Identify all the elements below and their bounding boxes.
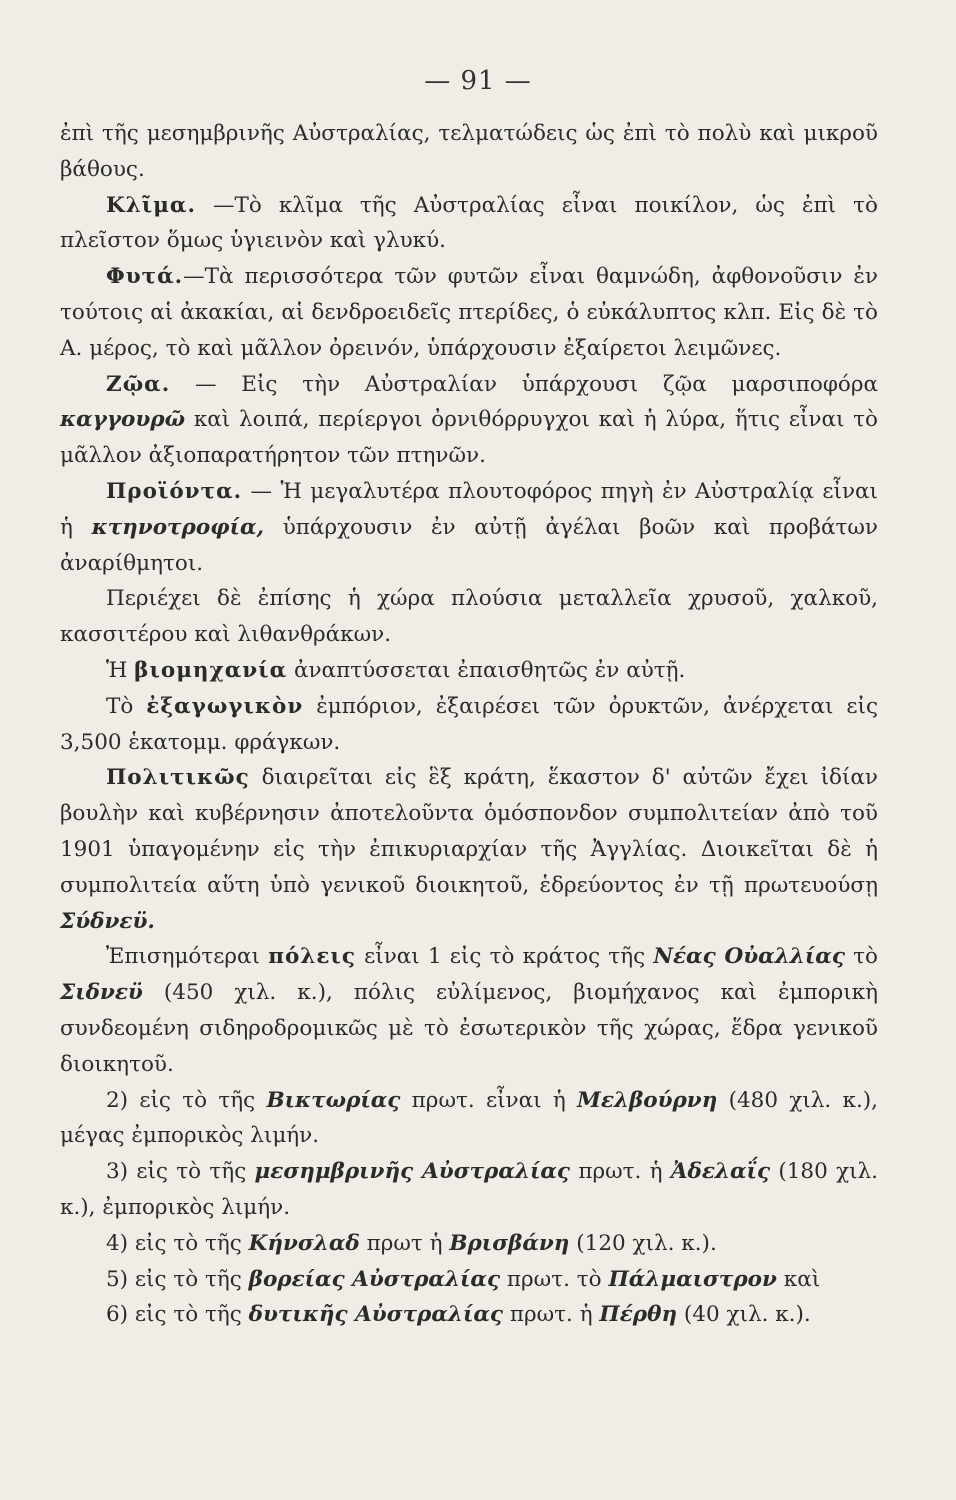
paragraph-cities xyxy=(60,939,878,1082)
list-item-west-australia xyxy=(60,1297,878,1333)
paragraph-text: (180 χιλ. κ.), ἐμπορικὸς λιμήν. xyxy=(60,1159,878,1220)
section-heading-products: Προϊόντα. xyxy=(106,478,243,504)
emphasis-term: δυτικῆς Αὐστραλίας xyxy=(248,1302,503,1328)
emphasis-term: καγγουρῶ xyxy=(60,407,186,433)
paragraph-products xyxy=(60,474,878,581)
emphasis-term: Σιδνεϋ xyxy=(60,980,143,1006)
page-number: — 91 — xyxy=(424,66,532,96)
paragraph-text: καὶ λοιπά, περίεργοι ὀρνιθόρρυγχοι καὶ ἡ λύρα, ἥτις εἶναι τὸ μᾶλλον ἀξιοπαρατήρητον τῶν πτηνῶν. xyxy=(60,407,878,469)
paragraph-text: πρωτ. εἶναι ἡ xyxy=(400,1087,578,1113)
paragraph-text: καὶ xyxy=(776,1266,821,1292)
paragraph-text: (450 χιλ. κ.), πόλις εὐλίμενος, βιομήχανος καὶ ἐμπορικὴ συνδεομένη σιδηροδρομικῶς μὲ τὸ ἐσωτερικὸν τῆς χώρας, ἕδρα γενικοῦ διοικητοῦ. xyxy=(60,980,878,1077)
paragraph-text: ἐμπόριον, ἐξαιρέσει τῶν ὀρυκτῶν, ἀνέρχεται εἰς 3,500 ἑκατομμ. φράγκων. xyxy=(60,693,878,755)
paragraph-text: πρωτ. ἡ xyxy=(503,1302,600,1328)
paragraph-swamps xyxy=(60,116,878,188)
emphasis-term: Κήνσλαδ xyxy=(248,1230,360,1256)
section-heading-plants: Φυτά. xyxy=(106,264,184,290)
emphasis-term: Βρισβάνη xyxy=(449,1230,570,1256)
paragraph-climate xyxy=(60,188,878,260)
emphasis-term: πόλεις xyxy=(268,944,356,970)
paragraph-text: 4) εἰς τὸ τῆς xyxy=(106,1230,249,1256)
list-item-victoria xyxy=(60,1083,878,1155)
emphasis-term: κτηνοτροφία, xyxy=(91,514,265,540)
paragraph-animals xyxy=(60,367,878,474)
paragraph-text: πρωτ ἡ xyxy=(359,1230,450,1256)
emphasis-term: βορείας Αὐστραλίας xyxy=(248,1266,501,1292)
paragraph-text: 3) εἰς τὸ τῆς xyxy=(106,1159,255,1185)
section-heading-climate: Κλῖμα. xyxy=(106,192,196,218)
paragraph-text: (40 χιλ. κ.). xyxy=(677,1302,811,1328)
paragraph-text: διαιρεῖται εἰς ἓξ κράτη, ἕκαστον δ' αὐτῶν ἔχει ἰδίαν βουλὴν καὶ κυβέρνησιν ἀποτελοῦντα ὁμόσπονδον συμπολιτείαν ἀπὸ τοῦ 1901 ὑπαγομένην εἰς τὴν ἐπικυριαρχίαν τῆς Ἀγγλίας. Διοικεῖται δὲ ἡ συμπολιτεία αὕτη ὑπὸ γενικοῦ διοικητοῦ, ἑδρεύοντος ἐν τῇ πρωτευούσῃ xyxy=(60,765,878,898)
emphasis-term: Μελβούρνη xyxy=(577,1087,718,1113)
paragraph-text: ἐπὶ τῆς μεσημβρινῆς Αὐστραλίας, τελματώδεις ὡς ἐπὶ τὸ πολὺ καὶ μικροῦ βάθους. xyxy=(60,121,878,182)
emphasis-term: βιομηχανία xyxy=(134,657,288,683)
paragraph-text: ἀναπτύσσεται ἐπαισθητῶς ἐν αὐτῇ. xyxy=(287,657,686,683)
paragraph-politics xyxy=(60,760,878,939)
list-item-queensland xyxy=(60,1226,878,1262)
section-heading-animals: Ζῷα. xyxy=(106,371,171,397)
paragraph-export xyxy=(60,689,878,761)
paragraph-industry xyxy=(60,653,878,689)
paragraph-minerals xyxy=(60,581,878,653)
paragraph-text: ὑπάρχουσιν ἐν αὐτῇ ἀγέλαι βοῶν καὶ προβάτων ἀναρίθμητοι. xyxy=(60,514,878,576)
paragraph-text: Ἐπισημότεραι xyxy=(106,944,269,970)
paragraph-text: — Εἰς τὴν Αὐστραλίαν ὑπάρχουσι ζῷα μαρσιποφόρα xyxy=(170,371,878,397)
paragraph-text: —Τὸ κλῖμα τῆς Αὐστραλίας εἶναι ποικίλον, ὡς ἐπὶ τὸ πλεῖστον ὅμως ὑγιεινὸν καὶ γλυκύ. xyxy=(60,192,878,254)
paragraph-text: πρωτ. τὸ xyxy=(500,1266,609,1292)
paragraph-text: — Ἡ μεγαλυτέρα πλουτοφόρος πηγὴ ἐν Αὐστραλίᾳ εἶναι ἡ xyxy=(60,478,878,540)
emphasis-term: μεσημβρινῆς Αὐστραλίας xyxy=(254,1159,571,1185)
emphasis-term: Νέας Οὐαλλίας xyxy=(653,944,845,970)
page-body xyxy=(60,116,878,1333)
paragraph-text: Περιέχει δὲ ἐπίσης ἡ χώρα πλούσια μεταλλεῖα χρυσοῦ, χαλκοῦ, κασσιτέρου καὶ λιθανθράκων. xyxy=(60,586,878,648)
paragraph-plants xyxy=(60,259,878,366)
paragraph-text: εἶναι 1 εἰς τὸ κράτος τῆς xyxy=(355,944,654,970)
emphasis-term: Πάλμαιστρον xyxy=(608,1266,777,1292)
paragraph-text: 5) εἰς τὸ τῆς xyxy=(106,1266,249,1292)
paragraph-text: (120 χιλ. κ.). xyxy=(569,1230,717,1256)
emphasis-term: Σύδνεϋ. xyxy=(60,908,155,934)
paragraph-text: 6) εἰς τὸ τῆς xyxy=(106,1302,249,1328)
paragraph-text: πρωτ. ἡ xyxy=(570,1159,671,1185)
emphasis-term: Ἀδελαΐς xyxy=(670,1159,771,1185)
paragraph-text: Ἡ xyxy=(106,657,135,683)
list-item-north-australia xyxy=(60,1262,878,1298)
paragraph-text: (480 χιλ. κ.), μέγας ἐμπορικὸς λιμήν. xyxy=(60,1087,879,1149)
paragraph-text: Τὸ xyxy=(106,693,147,719)
paragraph-text: 2) εἰς τὸ τῆς xyxy=(106,1087,267,1113)
list-item-south-australia xyxy=(60,1154,878,1226)
emphasis-term: Βικτωρίας xyxy=(266,1087,401,1113)
emphasis-term: ἐξαγωγικὸν xyxy=(146,693,304,719)
section-heading-politics: Πολιτικῶς xyxy=(106,765,250,791)
paragraph-text: τὸ xyxy=(844,944,878,970)
paragraph-text: —Τὰ περισσότερα τῶν φυτῶν εἶναι θαμνώδη, ἀφθονοῦσιν ἐν τούτοις αἱ ἀκακίαι, αἱ δενδροειδεῖς πτερίδες, ὁ εὐκάλυπτος κλπ. Εἰς δὲ τὸ Α. μέρος, τὸ καὶ μᾶλλον ὀρεινόν, ὑπάρχουσιν ἐξαίρετοι λειμῶνες. xyxy=(60,264,878,361)
emphasis-term: Πέρθη xyxy=(599,1302,678,1328)
